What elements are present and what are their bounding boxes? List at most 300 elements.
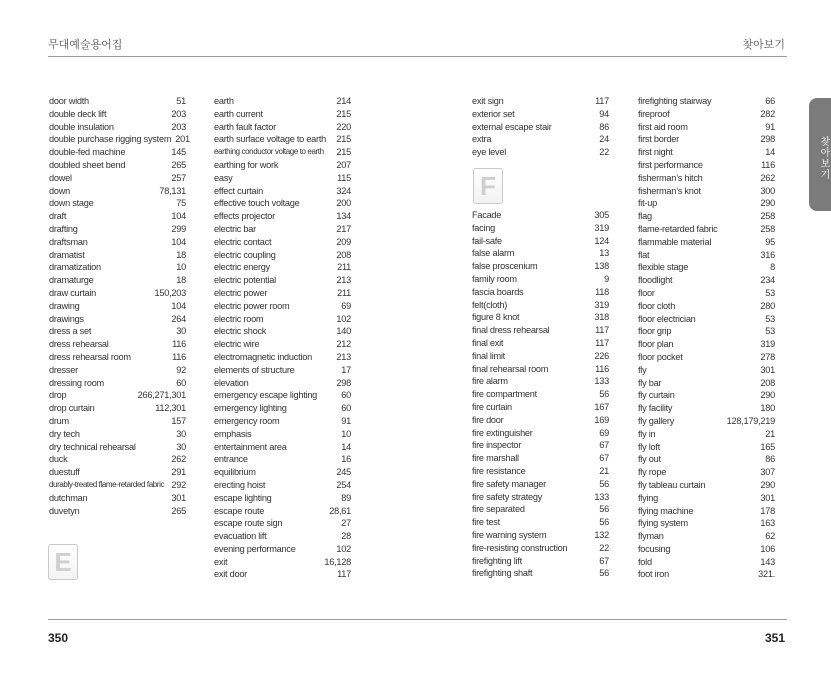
index-page-ref: 67 <box>599 453 609 464</box>
index-page-ref: 27 <box>341 518 351 529</box>
index-entry <box>49 441 186 454</box>
index-term: electric power <box>214 287 268 298</box>
index-entry <box>472 260 609 273</box>
index-page-ref: 138 <box>594 261 609 272</box>
index-term: entertainment area <box>214 441 287 452</box>
index-page-ref: 56 <box>599 568 609 579</box>
index-term: earth <box>214 96 234 106</box>
index-entry <box>49 325 186 338</box>
index-entry <box>214 389 351 402</box>
index-term: floor cloth <box>638 300 676 311</box>
index-entry <box>472 452 609 465</box>
index-term: dressing room <box>49 377 104 388</box>
index-page-ref: 163 <box>760 518 775 529</box>
index-page-ref: 290 <box>760 198 775 209</box>
index-entry <box>638 338 775 351</box>
index-page-ref: 17 <box>341 364 351 375</box>
index-term: fit-up <box>638 198 657 209</box>
index-page-ref: 301 <box>171 492 186 503</box>
index-entry <box>49 415 186 428</box>
index-entry <box>49 466 186 479</box>
index-column-4 <box>638 95 775 581</box>
index-entry <box>49 453 186 466</box>
index-entry <box>214 108 351 121</box>
index-page-ref: 157 <box>171 415 186 426</box>
index-term: effects projector <box>214 211 275 222</box>
page-number-left: 350 <box>48 631 69 645</box>
index-page-ref: 209 <box>336 236 351 247</box>
index-entry <box>214 121 351 134</box>
index-entry <box>214 530 351 543</box>
index-page-ref: 21 <box>765 428 775 439</box>
index-term: dramatist <box>49 249 85 260</box>
index-entry <box>472 95 609 108</box>
section-letter-f: F <box>473 168 503 204</box>
footer-rule <box>48 619 787 620</box>
index-term: Facade <box>472 210 502 220</box>
index-page-ref: 213 <box>336 351 351 362</box>
index-term: foot iron <box>638 569 669 580</box>
index-term: electric contact <box>214 236 272 247</box>
index-page-ref: 319 <box>760 339 775 350</box>
index-entry <box>214 325 351 338</box>
index-term: floor grip <box>638 326 672 337</box>
index-page-ref: 16 <box>341 454 351 465</box>
index-page-ref: 128,179,219 <box>726 415 775 426</box>
index-term: duck <box>49 454 68 465</box>
index-term: fly gallery <box>638 415 675 426</box>
index-page-ref: 307 <box>760 467 775 478</box>
index-entry <box>638 108 775 121</box>
index-term: fire separated <box>472 504 525 515</box>
index-entry <box>49 364 186 377</box>
index-page-ref: 21 <box>599 465 609 476</box>
index-entry <box>472 247 609 260</box>
index-entry <box>214 351 351 364</box>
index-entry <box>214 453 351 466</box>
index-entry <box>49 479 186 492</box>
index-page-ref: 10 <box>176 262 186 273</box>
page-number-right: 351 <box>764 631 785 645</box>
index-term: extra <box>472 134 492 145</box>
index-page-ref: 117 <box>595 337 609 348</box>
index-entry <box>472 516 609 529</box>
index-term: fly tableau curtain <box>638 479 706 490</box>
index-entry <box>638 210 775 223</box>
index-term: double-fed machine <box>49 147 126 158</box>
index-term: electromagnetic induction <box>214 351 312 362</box>
index-term: emergency escape lighting <box>214 390 318 401</box>
index-entry <box>472 337 609 350</box>
index-page-ref: 133 <box>594 491 609 502</box>
index-term: flat <box>638 249 650 260</box>
index-term: earth fault factor <box>214 121 276 132</box>
index-page-ref: 214 <box>336 96 351 106</box>
index-page-ref: 203 <box>171 121 186 132</box>
index-term: dress rehearsal <box>49 339 109 350</box>
index-term: electric power room <box>214 300 290 311</box>
index-page-ref: 305 <box>594 210 609 220</box>
index-entry <box>49 505 186 518</box>
index-page-ref: 220 <box>336 121 351 132</box>
index-page-ref: 257 <box>171 172 186 183</box>
index-entry <box>214 492 351 505</box>
index-page-ref: 117 <box>595 325 609 336</box>
index-term: flexible stage <box>638 262 689 273</box>
side-tab-label: 찾아보기 <box>818 136 829 180</box>
index-term: first night <box>638 147 673 158</box>
index-entry <box>49 133 190 146</box>
index-term: evening performance <box>214 543 296 554</box>
index-page-ref: 264 <box>171 313 186 324</box>
index-entry <box>638 389 775 402</box>
index-entry <box>472 286 609 299</box>
index-entry <box>638 313 775 326</box>
index-term: flying <box>638 492 658 503</box>
index-entry <box>49 108 186 121</box>
index-entry <box>638 479 775 492</box>
index-column-1 <box>49 95 190 517</box>
index-page-ref: 169 <box>594 414 609 425</box>
index-page-ref: 150,203 <box>154 287 186 298</box>
index-page-ref: 116 <box>172 339 186 350</box>
index-term: earthing conductor voltage to earth <box>214 147 324 157</box>
index-entry <box>49 338 186 351</box>
index-term: escape route <box>214 505 265 516</box>
index-entry <box>49 159 186 172</box>
index-entry <box>638 325 775 338</box>
index-page-ref: 53 <box>765 287 775 298</box>
index-entry <box>49 402 186 415</box>
index-page-ref: 67 <box>599 440 609 451</box>
index-entry <box>472 209 609 222</box>
index-page-ref: 102 <box>336 543 351 554</box>
index-entry <box>214 197 351 210</box>
index-term: flyman <box>638 531 664 542</box>
index-term: flag <box>638 211 652 222</box>
index-entry <box>214 568 351 581</box>
index-term: external escape stair <box>472 121 552 132</box>
index-page-ref: 278 <box>760 351 775 362</box>
index-page-ref: 75 <box>176 198 186 209</box>
index-entry <box>472 311 609 324</box>
index-page-ref: 282 <box>760 108 775 119</box>
index-term: final dress rehearsal <box>472 325 550 336</box>
index-page-ref: 290 <box>760 479 775 490</box>
index-term: firefighting stairway <box>638 96 712 106</box>
index-term: false proscenium <box>472 261 538 272</box>
index-term: false alarm <box>472 248 515 259</box>
index-entry <box>472 121 609 134</box>
index-page-ref: 104 <box>171 300 186 311</box>
index-entry <box>214 505 351 518</box>
index-term: fisherman’s hitch <box>638 172 703 183</box>
index-term: equilibrium <box>214 467 256 478</box>
index-page-ref: 24 <box>599 134 609 145</box>
index-term: firefighting shaft <box>472 568 533 579</box>
index-page-ref: 30 <box>176 326 186 337</box>
index-term: exit <box>214 556 228 567</box>
index-term: emergency room <box>214 415 280 426</box>
index-entry <box>472 414 609 427</box>
index-page-ref: 217 <box>336 223 351 234</box>
index-entry <box>472 401 609 414</box>
index-term: fire compartment <box>472 389 537 400</box>
index-entry <box>214 236 351 249</box>
index-page-ref: 104 <box>171 211 186 222</box>
index-entry <box>472 542 609 555</box>
index-entry <box>638 172 775 185</box>
index-entry <box>214 185 351 198</box>
index-entry <box>49 197 186 210</box>
index-entry <box>214 249 351 262</box>
index-entry <box>472 503 609 516</box>
index-term: dress rehearsal room <box>49 351 131 362</box>
index-term: fire warning system <box>472 529 547 540</box>
index-page-ref: 298 <box>336 377 351 388</box>
index-page-ref: 212 <box>336 339 351 350</box>
index-page-ref: 298 <box>760 134 775 145</box>
index-entry <box>638 159 775 172</box>
index-entry <box>638 441 775 454</box>
index-term: dry technical rehearsal <box>49 441 136 452</box>
index-page-ref: 18 <box>176 249 186 260</box>
index-term: fire inspector <box>472 440 522 451</box>
index-term: fire door <box>472 414 504 425</box>
index-page-ref: 207 <box>336 159 351 170</box>
index-term: evacuation lift <box>214 531 267 542</box>
index-side-tab[interactable] <box>809 98 831 211</box>
index-entry <box>214 543 351 556</box>
index-term: down stage <box>49 198 94 209</box>
index-term: dutchman <box>49 492 88 503</box>
index-entry <box>472 146 609 159</box>
index-term: exit door <box>214 569 247 580</box>
index-page-ref: 60 <box>341 390 351 401</box>
index-entry <box>472 133 609 146</box>
index-page-ref: 321. <box>758 569 775 580</box>
index-page-ref: 124 <box>594 235 609 246</box>
index-term: draftsman <box>49 236 88 247</box>
index-entry <box>214 466 351 479</box>
index-term: floodlight <box>638 275 673 286</box>
index-page-ref: 14 <box>765 147 775 158</box>
index-entry <box>638 351 775 364</box>
index-term: drawing <box>49 300 80 311</box>
index-page-ref: 140 <box>336 326 351 337</box>
index-entry <box>472 555 609 568</box>
index-page-ref: 115 <box>337 172 351 183</box>
index-entry <box>638 197 775 210</box>
index-term: fly out <box>638 454 661 465</box>
index-term: fold <box>638 556 652 567</box>
index-term: dress a set <box>49 326 92 337</box>
index-term: effect curtain <box>214 185 263 196</box>
index-page-ref: 18 <box>176 275 186 286</box>
index-entry <box>214 313 351 326</box>
index-entry <box>472 465 609 478</box>
index-term: fire safety manager <box>472 478 546 489</box>
index-term: double insulation <box>49 121 114 132</box>
index-page-ref: 60 <box>341 403 351 414</box>
index-term: floor <box>638 287 655 298</box>
index-page-ref: 245 <box>336 467 351 478</box>
index-page-ref: 9 <box>604 273 609 284</box>
section-title: 찾아보기 <box>742 39 785 51</box>
index-entry <box>638 274 775 287</box>
index-entry <box>638 505 775 518</box>
section-letter-e: E <box>48 544 78 580</box>
index-entry <box>638 121 775 134</box>
index-term: earth surface voltage to earth <box>214 134 327 145</box>
index-term: durably-treated flame-retarded fabric <box>49 479 165 489</box>
index-entry <box>638 453 775 466</box>
index-entry <box>49 377 186 390</box>
index-page-ref: 208 <box>336 249 351 260</box>
index-entry <box>214 364 351 377</box>
index-page-ref: 89 <box>341 492 351 503</box>
index-term: double deck lift <box>49 108 107 119</box>
index-term: earthing for work <box>214 159 279 170</box>
index-term: fire resistance <box>472 465 526 476</box>
index-page-ref: 234 <box>760 275 775 286</box>
index-entry <box>638 428 775 441</box>
index-page-ref: 215 <box>336 134 351 145</box>
index-page-ref: 66 <box>765 96 775 106</box>
index-term: elements of structure <box>214 364 295 375</box>
index-term: duestuff <box>49 467 80 478</box>
index-term: electric potential <box>214 275 276 286</box>
index-entry <box>49 492 186 505</box>
index-page-ref: 118 <box>595 286 609 297</box>
index-entry <box>638 530 775 543</box>
index-term: electric shock <box>214 326 267 337</box>
index-entry <box>214 428 351 441</box>
index-page-ref: 262 <box>760 172 775 183</box>
index-term: double purchase rigging system <box>49 134 172 145</box>
index-entry <box>472 324 609 337</box>
index-entry <box>472 108 609 121</box>
index-entry <box>638 133 775 146</box>
index-entry <box>472 529 609 542</box>
index-entry <box>49 223 186 236</box>
index-term: firefighting lift <box>472 555 522 566</box>
index-page-ref: 226 <box>594 350 609 361</box>
index-entry <box>472 350 609 363</box>
index-entry <box>472 235 609 248</box>
index-page-ref: 208 <box>760 377 775 388</box>
index-term: facing <box>472 222 496 233</box>
index-term: dresser <box>49 364 78 375</box>
index-term: figure 8 knot <box>472 312 520 323</box>
index-entry <box>638 223 775 236</box>
index-page-ref: 28,61 <box>329 505 351 516</box>
index-page-ref: 165 <box>760 441 775 452</box>
index-entry <box>49 236 186 249</box>
index-page-ref: 95 <box>765 236 775 247</box>
index-entry <box>214 274 351 287</box>
index-term: escape route sign <box>214 518 283 529</box>
index-term: flame-retarded fabric <box>638 223 718 234</box>
index-entry <box>49 300 186 313</box>
index-page-ref: 133 <box>594 376 609 387</box>
index-page-ref: 200 <box>336 198 351 209</box>
index-entry <box>49 428 186 441</box>
index-page-ref: 30 <box>176 428 186 439</box>
index-page-ref: 167 <box>594 401 609 412</box>
index-page-ref: 134 <box>336 211 351 222</box>
index-page-ref: 292 <box>171 479 186 490</box>
index-term: electric bar <box>214 223 256 234</box>
index-page-ref: 102 <box>336 313 351 324</box>
index-term: floor electrician <box>638 313 696 324</box>
index-page-ref: 16,128 <box>324 556 351 567</box>
index-entry <box>472 439 609 452</box>
index-term: drafting <box>49 223 78 234</box>
index-term: doubled sheet bend <box>49 159 126 170</box>
index-term: electric room <box>214 313 264 324</box>
index-page-ref: 117 <box>337 569 351 580</box>
index-page-ref: 280 <box>760 300 775 311</box>
index-term: dry tech <box>49 428 80 439</box>
index-entry <box>214 287 351 300</box>
index-page-ref: 10 <box>341 428 351 439</box>
index-page-ref: 178 <box>760 505 775 516</box>
book-title: 무대예술용어집 <box>48 39 123 51</box>
index-page-ref: 53 <box>765 313 775 324</box>
index-term: focusing <box>638 543 671 554</box>
index-entry <box>638 402 775 415</box>
index-page-ref: 56 <box>599 478 609 489</box>
index-entry <box>638 287 775 300</box>
index-page-ref: 69 <box>599 427 609 438</box>
index-entry <box>472 375 609 388</box>
index-entry <box>638 185 775 198</box>
index-page-ref: 92 <box>176 364 186 375</box>
index-entry <box>214 133 351 146</box>
index-page-ref: 14 <box>341 441 351 452</box>
index-page-ref: 53 <box>765 326 775 337</box>
index-entry <box>638 300 775 313</box>
index-page-ref: 201 <box>175 134 190 145</box>
index-entry <box>472 222 609 235</box>
index-page-ref: 145 <box>171 147 186 158</box>
index-page-ref: 254 <box>336 479 351 490</box>
index-term: down <box>49 185 70 196</box>
index-column-2 <box>214 95 351 581</box>
index-page-ref: 86 <box>765 454 775 465</box>
index-term: door width <box>49 96 89 106</box>
index-term: fly rope <box>638 467 667 478</box>
index-entry <box>49 185 186 198</box>
index-entry <box>214 95 351 108</box>
index-term: entrance <box>214 454 248 465</box>
index-term: dowel <box>49 172 72 183</box>
index-term: fly facility <box>638 403 673 414</box>
index-entry <box>214 172 351 185</box>
index-entry <box>49 95 186 108</box>
index-term: fire safety strategy <box>472 491 543 502</box>
index-entry <box>638 95 775 108</box>
index-page-ref: 215 <box>336 108 351 119</box>
index-entry <box>472 567 609 580</box>
index-entry <box>49 351 186 364</box>
index-page-ref: 266,271,301 <box>137 390 186 401</box>
index-page-ref: 106 <box>760 543 775 554</box>
index-term: draw curtain <box>49 287 97 298</box>
index-entry <box>638 364 775 377</box>
index-term: dramatization <box>49 262 101 273</box>
